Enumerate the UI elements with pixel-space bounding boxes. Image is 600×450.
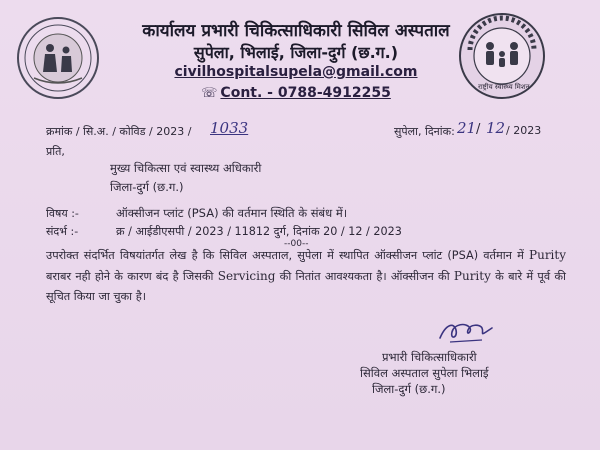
nhm-tagline: राष्ट्रीय स्वास्थ्य मिशन [478, 83, 530, 91]
divider-mark: --00-- [284, 239, 309, 249]
handwritten-signature-icon [436, 318, 496, 346]
date-month: 12 [486, 119, 506, 137]
reference-ref-text: क्र / आईडीएसपी / 2023 / 11812 दुर्ग, दिनांक 20 / 12 / 2023 [116, 225, 402, 238]
body-part-3: की नितांत आवश्यकता है। ऑक्सीजन की [275, 270, 454, 283]
reference-ref-label: संदर्भ :- [46, 225, 79, 238]
date-day: 21 [457, 119, 477, 137]
signatory-district: जिला-दुर्ग (छ.ग.) [372, 382, 446, 396]
office-phone [96, 85, 496, 101]
addressee-prefix: प्रति, [46, 145, 65, 158]
date-sep: / [476, 122, 481, 137]
body-part-4: के बारे में पूर्व की सूचित किया जा चुका है। [46, 270, 566, 303]
reference-number: 1033 [210, 119, 249, 137]
subject-label: विषय :- [46, 207, 79, 220]
date-place-text: सुपेला, दिनांक [394, 125, 452, 138]
reference-label: क्रमांक / सि.अ. / कोविड / 2023 / [46, 125, 192, 138]
signatory-title: प्रभारी चिकित्साधिकारी [382, 350, 477, 364]
subject-text: ऑक्सीजन प्लांट (PSA) की वर्तमान स्थिति के संबंध में। [116, 206, 348, 220]
office-address: सुपेला, भिलाई, जिला-दुर्ग (छ.ग.) [193, 43, 399, 62]
phone-number: Cont. - 0788-4912255 [220, 85, 391, 101]
phone-icon: ☏ [201, 86, 218, 101]
body-part-1: उपरोक्त संदर्भित विषयांतर्गत लेख है कि सिविल अस्पताल, सुपेला में स्थापित ऑक्सीजन प्लांट (PSA) वर्तमान में [46, 249, 530, 262]
body-purity-2: Purity [453, 269, 491, 283]
body-part-2: बराबर नही होने के कारण बंद है जिसकी [46, 270, 218, 283]
office-email[interactable]: civilhospitalsupela@gmail.com [174, 64, 418, 80]
letter-body [46, 245, 566, 307]
date-place-label: सुपेला, दिनांक: [394, 125, 455, 138]
addressee-line2: जिला-दुर्ग (छ.ग.) [110, 180, 184, 194]
signatory-office: सिविल अस्पताल सुपेला भिलाई [360, 366, 489, 380]
chhattisgarh-health-emblem-icon [14, 14, 102, 102]
date-year: / 2023 [506, 124, 542, 137]
addressee-line1: मुख्य चिकित्सा एवं स्वास्थ्य अधिकारी [110, 161, 262, 175]
body-servicing: Servicing [217, 269, 276, 283]
office-title: कार्यालय प्रभारी चिकित्साधिकारी सिविल अस्पताल [142, 21, 450, 41]
body-purity-1: Purity [529, 248, 566, 262]
